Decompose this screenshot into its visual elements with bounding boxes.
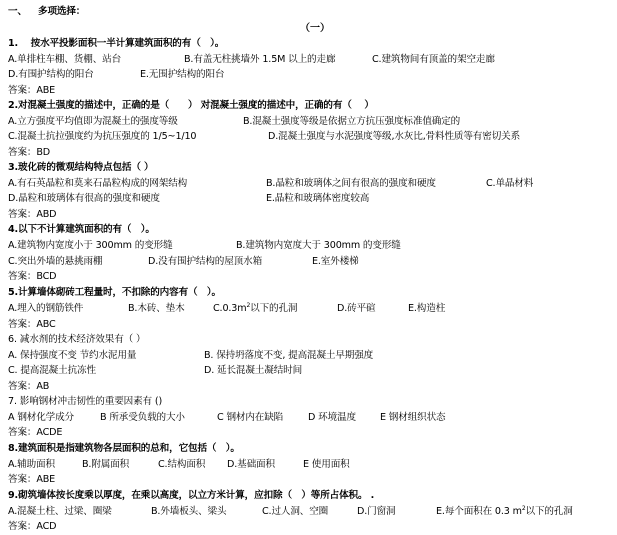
question-3-answer: 答案：ABD <box>8 209 57 220</box>
question-9-option-e: E.每个面积在 0.3 $m^2$以下的孔洞 <box>436 504 573 517</box>
question-4-stem: 4.以下不计算建筑面积的有（ ）。 <box>8 224 155 235</box>
question-8-answer: 答案：ABE <box>8 474 56 485</box>
question-9-option-a: A.混凝土柱、过梁、圈梁 <box>8 506 112 517</box>
question-6-option-b: B. 保持坍落度不变, 提高混凝土早期强度 <box>204 350 374 361</box>
question-9-option-d: D.门窗洞 <box>357 506 396 517</box>
question-2-option-d: D.混凝土强度与水泥强度等级,水灰比,骨料性质等有密切关系 <box>268 131 521 142</box>
question-5-option-e: E.构造柱 <box>408 303 446 314</box>
question-4-option-b: B.建筑物内宽度大于 300mm 的变形缝 <box>236 240 401 251</box>
question-1-option-b: B.有盖无柱挑墙外 1.5M 以上的走廊 <box>184 54 336 65</box>
question-3-stem: 3.玻化砖的微观结构特点包括（ ） <box>8 162 154 173</box>
question-7-option-c: C 钢材内在缺陷 <box>217 412 284 423</box>
question-1-answer: 答案：ABE <box>8 85 56 96</box>
question-5-option-c: $C.0.3m^2$以下的孔洞 <box>213 301 298 314</box>
question-5-stem: 5.计算墙体砌砖工程量时，不扣除的内容有（ ）。 <box>8 287 221 298</box>
question-3-option-d: D.晶粒和玻璃体有很高的强度和硬度 <box>8 193 160 204</box>
question-7-option-a: A 钢材化学成分 <box>8 412 74 423</box>
section-number: 一、 <box>8 6 27 17</box>
superscript-2: 2 <box>246 301 251 309</box>
question-3-option-a: A.有石英晶粒和莫来石晶粒构成的网架结构 <box>8 178 188 189</box>
question-2-stem: 2.对混凝土强度的描述中，正确的是（ ） 对混凝土强度的描述中，正确的有（ ） <box>8 100 374 111</box>
question-2-option-a: A.立方强度平均值即为混凝土的强度等级 <box>8 116 178 127</box>
group-title: （一） <box>300 23 330 34</box>
section-title: 多项选择： <box>38 6 86 17</box>
question-7-answer: 答案：ACDE <box>8 427 63 438</box>
question-4-option-a: A.建筑物内宽度小于 300mm 的变形缝 <box>8 240 173 251</box>
question-4-option-c: C.突出外墙的悬挑雨棚 <box>8 256 103 267</box>
superscript-2: 2 <box>521 504 526 512</box>
question-9-stem: 9.砌筑墙体按长度乘以厚度，在乘以高度，以立方米计算，应扣除（ ）等所占体积。 . <box>8 490 375 501</box>
question-1-option-a: A.单排柱车棚、货棚、站台 <box>8 54 122 65</box>
question-8-option-b: B.附属面积 <box>82 459 130 470</box>
question-9-option-c: C.过人洞、空圈 <box>262 506 329 517</box>
question-9-answer: 答案：ACD <box>8 521 57 532</box>
question-8-option-e: E 使用面积 <box>303 459 350 470</box>
question-8-option-c: C.结构面积 <box>158 459 206 470</box>
question-4-answer: 答案：BCD <box>8 271 57 282</box>
question-9-option-b: B.外墙板头、梁头 <box>151 506 227 517</box>
question-7-option-b: B 所承受负载的大小 <box>100 412 185 423</box>
question-6-option-c: C. 提高混凝土抗冻性 <box>8 365 96 376</box>
question-3-option-b: B.晶粒和玻璃体之间有很高的强度和硬度 <box>266 178 436 189</box>
question-5-answer: 答案：ABC <box>8 319 56 330</box>
question-2-answer: 答案：BD <box>8 147 51 158</box>
question-4-option-d: D.没有围护结构的屋顶水箱 <box>148 256 263 267</box>
question-6-stem: 6. 减水剂的技术经济效果有（ ） <box>8 334 146 345</box>
question-1-option-d: D.有围护结构的阳台 <box>8 69 94 80</box>
question-6-option-a: A. 保持强度不变 节约水泥用量 <box>8 350 137 361</box>
question-7-option-e: E 钢材组织状态 <box>380 412 446 423</box>
question-8-option-d: D.基础面积 <box>227 459 275 470</box>
question-5-option-d: D.砖平碹 <box>337 303 376 314</box>
question-2-option-c: C.混凝土抗拉强度约为抗压强度的 1/5~1/10 <box>8 131 197 142</box>
question-6-option-d: D. 延长混凝土凝结时间 <box>204 365 303 376</box>
question-5-option-b: B.木砖、垫木 <box>128 303 185 314</box>
question-2-option-b: B.混凝土强度等级是依据立方抗压强度标准值确定的 <box>243 116 461 127</box>
question-8-option-a: A.辅助面积 <box>8 459 55 470</box>
question-8-stem: 8.建筑面积是指建筑物各层面积的总和，它包括（ ）。 <box>8 443 240 454</box>
question-3-option-c: C.单晶材料 <box>486 178 534 189</box>
question-1-option-e: E.无围护结构的阳台 <box>140 69 225 80</box>
question-7-stem: 7. 影响钢材冲击韧性的重要因素有 () <box>8 396 163 407</box>
question-1-option-c: C.建筑物间有顶盖的架空走廊 <box>372 54 495 65</box>
question-6-answer: 答案：AB <box>8 381 50 392</box>
question-3-option-e: E.晶粒和玻璃体密度较高 <box>266 193 370 204</box>
question-4-option-e: E.室外楼梯 <box>312 256 359 267</box>
question-7-option-d: D 环境温度 <box>308 412 356 423</box>
question-1-stem: 1. 按水平投影面积一半计算建筑面积的有（ ）。 <box>8 38 225 49</box>
question-5-option-a: A.埋入的钢筋铁件 <box>8 303 84 314</box>
